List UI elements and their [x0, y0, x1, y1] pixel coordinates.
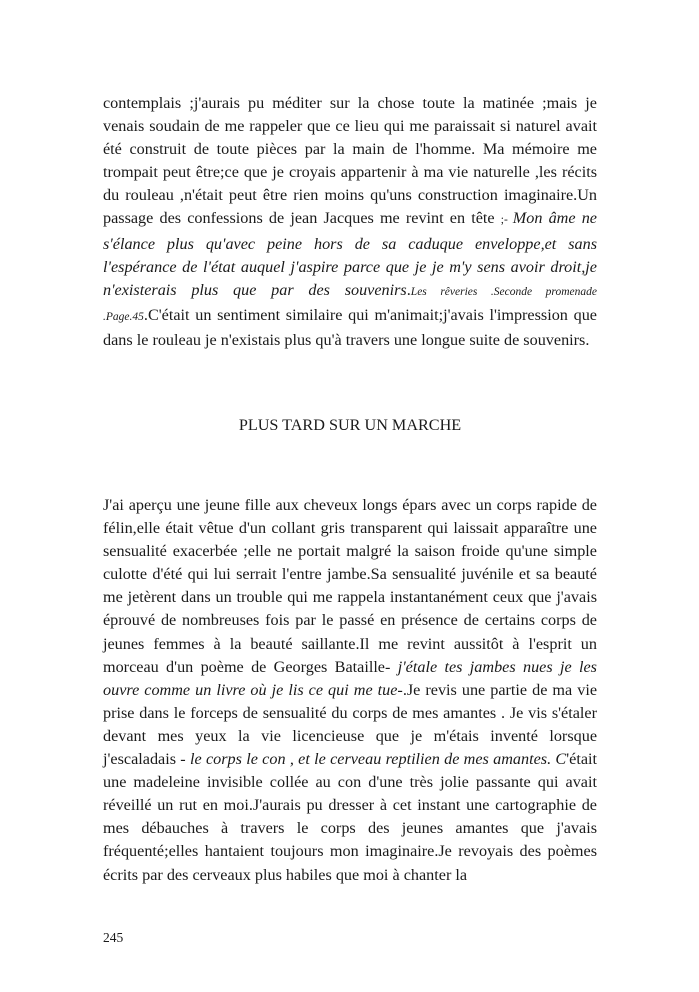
body-text: 'était une madeleine invisible collée au con d'une très jolie passante qui avait réveillé un rut en moi.J'aurais pu dresser à cet instant une cartographie de mes débauches à travers le corps des jeunes amantes que j'avais fréquenté;elles hantaient toujours mon imaginaire.Je revoyais des poèmes écrits par des cerveaux plus habiles que moi à chanter la	[103, 750, 597, 884]
italic-phrase: le corps le con , et le cerveau reptilien de mes amantes. C	[189, 750, 567, 769]
body-text: contemplais ;j'aurais pu méditer sur la chose toute la matinée ;mais je venais soudain de me rappeler que ce lieu qui me paraissait si naturel avait été construit de toute pièces par la main de l'homme. Ma mémoire me trompait peut être;ce que je croyais appartenir à ma vie naturelle ,les récits du rouleau ,n'était peut être rien moins qu'uns construction imaginaire.Un passage des confessions de jean Jacques me revint en tête	[103, 94, 597, 228]
body-text: .C'était un sentiment similaire qui m'animait;j'avais l'impression que dans le rouleau je n'existais plus qu'à travers une longue suite de souvenirs.	[103, 305, 597, 349]
body-text: .Je revis une partie de ma vie prise dans le forceps de sensualité du corps de mes amantes . Je vis s'étaler devant mes yeux la vie licencieuse que je m'étais inventé lorsque j'escaladais -	[103, 680, 597, 769]
bataille-quote: j'étale tes jambes nues je les ouvre comme un livre où je lis ce qui me tue-	[103, 657, 597, 699]
quote-dash: ;-	[500, 214, 513, 227]
period: .	[406, 280, 411, 299]
rousseau-quote: Mon âme ne s'élance plus qu'avec peine hors de sa caduque enveloppe,et sans l'espérance de l'état auquel j'aspire parce que je je m'y sens avoir droit,je n'existerais plus que par des souvenirs	[103, 209, 597, 299]
section-heading: PLUS TARD SUR UN MARCHE	[238, 416, 462, 434]
paragraph-rouleau-memories	[103, 92, 597, 352]
page-number: 245	[103, 930, 124, 945]
body-text: J'ai aperçu une jeune fille aux cheveux longs épars avec un corps rapide de félin,elle était vêtue d'un collant gris transparent qui laissait apparaître une sensualité exacerbée ;elle ne portait malgré la saison froide qu'une simple culotte d'été qui lui serrait l'entre jambe.Sa sensualité juvénile et sa beauté me jetèrent dans un trouble qui me rappela instantanément ceux que j'avais éprouvé de nombreuses fois par le passé en présence de certains corps de jeunes femmes à la beauté saillante.Il me revint aussitôt à l'esprit un morceau d'un poème de Georges Bataille-	[103, 496, 597, 676]
citation-reference: Les rêveries .Seconde promenade .Page.45	[103, 285, 597, 323]
paragraph-market-encounter	[103, 494, 597, 887]
